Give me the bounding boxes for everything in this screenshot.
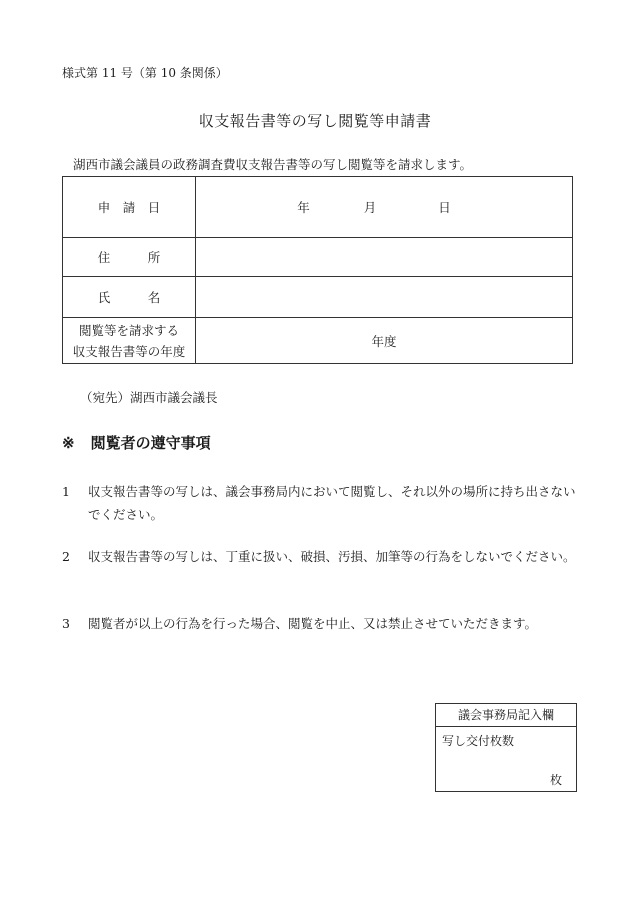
note-text: 収支報告書等の写しは、議会事務局内において閲覧し、それ以外の場所に持ち出さないでください。	[88, 484, 576, 522]
fiscal-year-label	[63, 318, 196, 364]
form-number: 様式第 11 号（第 10 条関係）	[62, 66, 228, 80]
note-item	[62, 480, 580, 526]
notes-heading-text: 閲覧者の遵守事項	[90, 434, 211, 452]
fiscal-year-row	[63, 318, 573, 364]
intro-text: 湖西市議会議員の政務調査費収支報告書等の写し閲覧等を請求します。	[73, 157, 473, 172]
fiscal-year-field[interactable]	[196, 318, 573, 364]
date-field[interactable]	[196, 177, 573, 238]
name-field[interactable]	[196, 277, 573, 318]
notes-heading	[62, 432, 211, 453]
office-use-header: 議会事務局記入欄	[436, 704, 576, 727]
note-number: 3	[62, 616, 70, 631]
day-unit: 日	[438, 200, 451, 215]
note-text: 閲覧者が以上の行為を行った場合、閲覧を中止、又は禁止させていただきます。	[88, 616, 538, 631]
address-row	[63, 238, 573, 277]
office-use-box	[435, 703, 577, 792]
note-item	[62, 612, 580, 635]
fiscal-year-unit: 年度	[371, 333, 397, 349]
date-row	[63, 177, 573, 238]
fiscal-year-label-line1: 閲覧等を請求する	[78, 322, 179, 338]
copies-issued-label: 写し交付枚数	[442, 734, 515, 748]
fiscal-year-label-line2: 収支報告書等の年度	[72, 343, 186, 359]
note-text: 収支報告書等の写しは、丁重に扱い、破損、汚損、加筆等の行為をしないでください。	[88, 549, 576, 564]
note-item	[62, 545, 580, 568]
name-row	[63, 277, 573, 318]
addressee: （宛先）湖西市議会議長	[80, 390, 218, 405]
name-label: 氏 名	[63, 277, 196, 318]
reference-mark: ※	[62, 434, 75, 452]
document-title: 収支報告書等の写し閲覧等申請書	[198, 112, 432, 130]
year-unit: 年	[297, 200, 310, 215]
month-unit: 月	[363, 200, 377, 215]
note-number: 1	[62, 484, 70, 499]
note-number: 2	[62, 549, 70, 564]
date-label: 申 請 日	[63, 177, 196, 238]
sheet-unit: 枚	[549, 773, 562, 787]
application-table	[62, 176, 573, 364]
address-field[interactable]	[196, 238, 573, 277]
address-label: 住 所	[63, 238, 196, 277]
